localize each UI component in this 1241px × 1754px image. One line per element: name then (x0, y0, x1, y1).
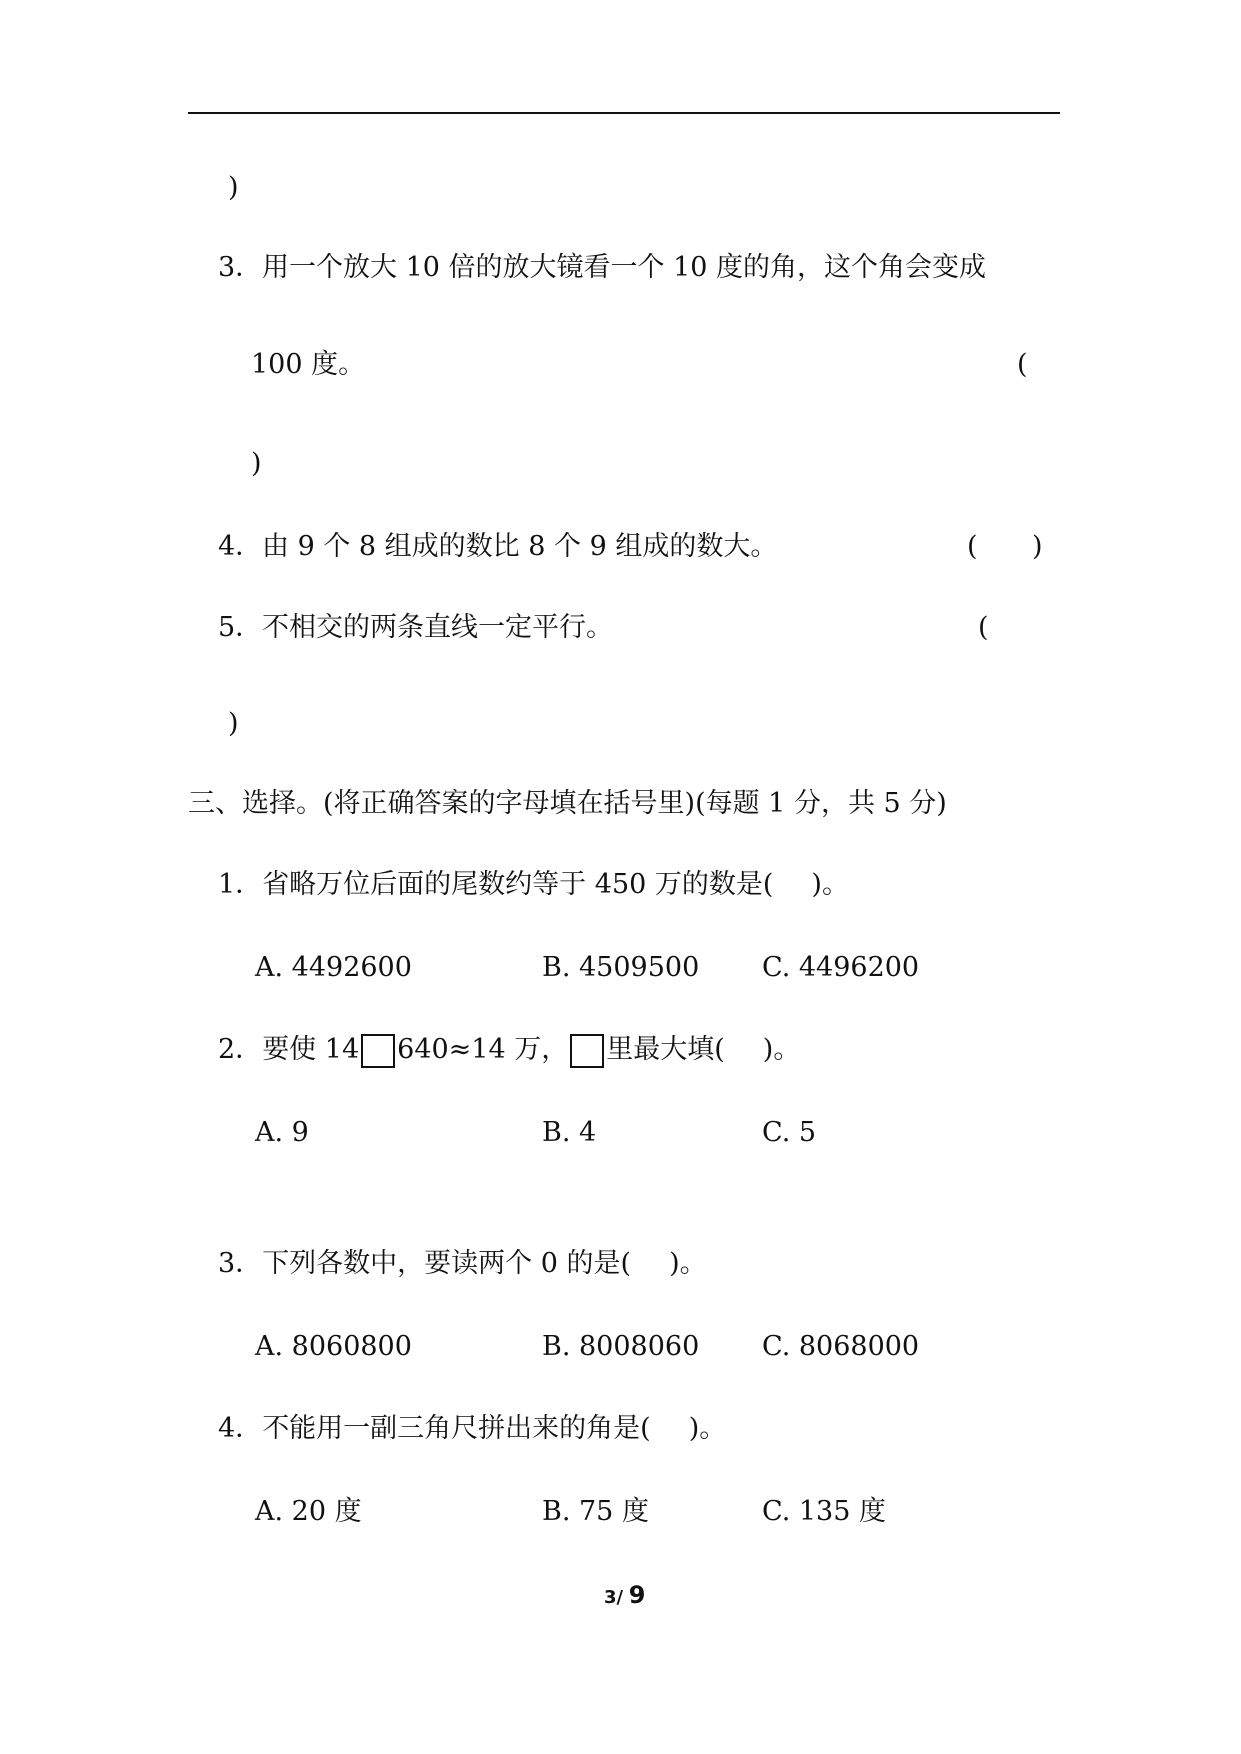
choice-q3-option-c: C. 8068000 (762, 1331, 920, 1362)
page-number (604, 1581, 645, 1609)
judge-q3-text-line1: 用一个放大 10 倍的放大镜看一个 10 度的角，这个角会变成 (262, 252, 987, 283)
judge-q3-text-line2: 100 度。 (251, 349, 366, 380)
judge-q4-open-paren: ( (967, 531, 978, 562)
judge-q4-number: 4． (218, 531, 263, 562)
choice-q4 (218, 1412, 726, 1446)
judge-q5-text: 不相交的两条直线一定平行。 (262, 612, 613, 643)
choice-q2-stem-c: 里最大填( (606, 1034, 725, 1065)
blank-box (361, 1034, 395, 1068)
choice-q1 (218, 868, 849, 902)
choice-q4-option-a: A. 20 度 (255, 1496, 362, 1527)
choice-q4-option-c: C. 135 度 (762, 1496, 886, 1527)
judge-q3-number: 3． (218, 252, 263, 283)
choice-q2-stem-a: 要使 14 (262, 1034, 360, 1065)
choice-q4-option-b: B. 75 度 (542, 1496, 649, 1527)
choice-q1-stem: 省略万位后面的尾数约等于 450 万的数是( (262, 869, 774, 900)
choice-q4-stem-end: )。 (688, 1413, 727, 1444)
choice-q1-option-a: A. 4492600 (255, 952, 412, 983)
choice-q3-number: 3． (218, 1248, 263, 1279)
choice-q2-option-c: C. 5 (762, 1117, 817, 1148)
choice-q2-option-a: A. 9 (255, 1117, 309, 1148)
page-current: 3/ (604, 1587, 624, 1608)
choice-q3 (218, 1247, 707, 1281)
section-3-heading: 三、选择。(将正确答案的字母填在括号里)(每题 1 分，共 5 分) (188, 788, 947, 819)
choice-q1-number: 1． (218, 869, 263, 900)
judge-q5-close-paren: ) (228, 708, 239, 739)
choice-q1-option-b: B. 4509500 (542, 952, 700, 983)
choice-q2-stem-end: )。 (762, 1034, 801, 1065)
choice-q2-number: 2． (218, 1034, 263, 1065)
choice-q1-option-c: C. 4496200 (762, 952, 920, 983)
judge-q5-open-paren: ( (978, 612, 989, 643)
choice-q2-option-b: B. 4 (542, 1117, 597, 1148)
choice-q3-stem: 下列各数中，要读两个 0 的是( (262, 1248, 632, 1279)
choice-q3-option-b: B. 8008060 (542, 1331, 700, 1362)
choice-q4-stem: 不能用一副三角尺拼出来的角是( (262, 1413, 651, 1444)
carryover-close-paren: ) (228, 172, 239, 203)
judge-q4-close-paren: ) (1032, 531, 1043, 562)
choice-q4-number: 4． (218, 1413, 263, 1444)
judge-q4-text: 由 9 个 8 组成的数比 8 个 9 组成的数大。 (262, 531, 778, 562)
choice-q3-stem-end: )。 (669, 1248, 707, 1279)
header-rule (188, 112, 1060, 114)
blank-box (570, 1034, 604, 1068)
choice-q2-stem-b: 640≈14 万， (397, 1034, 569, 1065)
choice-q1-stem-end: )。 (811, 869, 849, 900)
judge-q5-number: 5． (218, 612, 263, 643)
choice-q3-option-a: A. 8060800 (255, 1331, 412, 1362)
judge-q3-close-paren: ) (251, 448, 262, 479)
page-total: 9 (628, 1581, 646, 1609)
choice-q2 (218, 1033, 800, 1068)
judge-q3-open-paren: ( (1017, 349, 1028, 380)
